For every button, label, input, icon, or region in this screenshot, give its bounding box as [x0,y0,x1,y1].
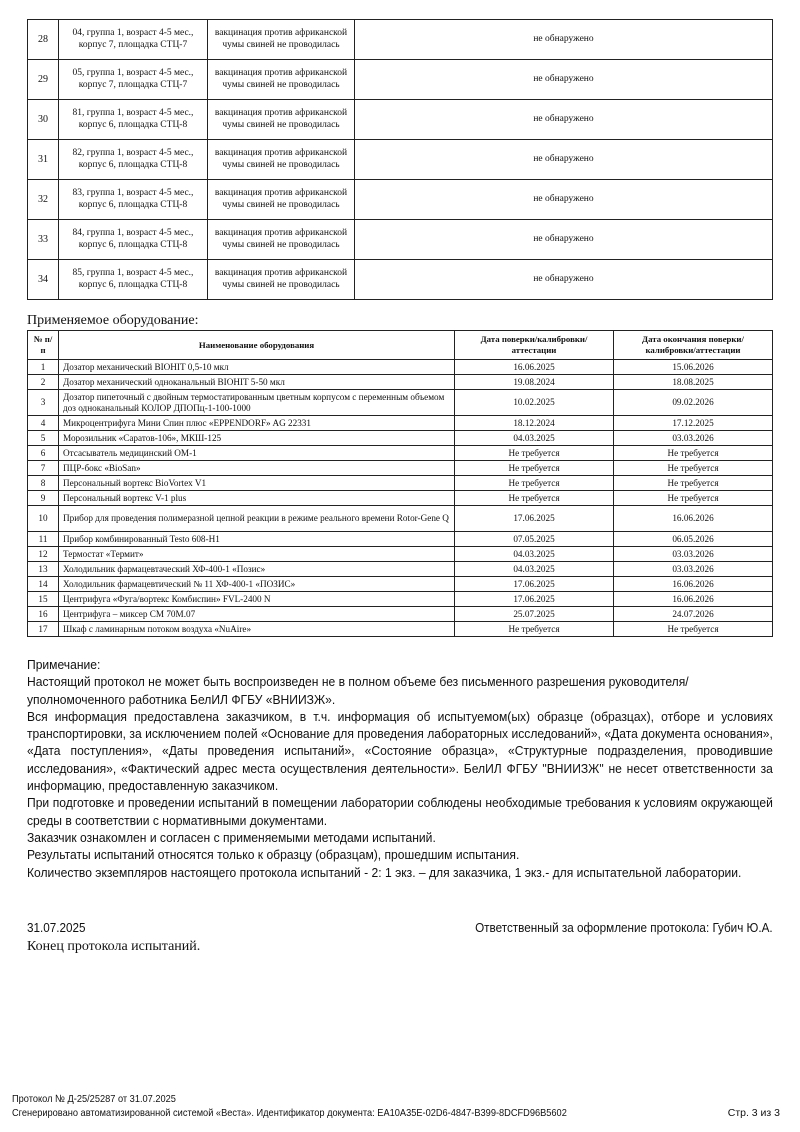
table-row [28,431,773,446]
note-paragraph: Количество экземпляров настоящего протокола испытаний - 2: 1 экз. – для заказчика, 1 экз.- для испытательной лаборатории. [27,864,742,880]
row-number: 30 [28,100,59,140]
vaccination-status: вакцинация против африканской чумы свиней не проводилась [208,60,355,100]
equipment-number: 14 [28,577,59,592]
expiry-date: Не требуется [614,622,773,637]
test-result: не обнаружено [355,140,773,180]
table-row [28,592,773,607]
header-name: Наименование оборудования [59,331,455,360]
expiry-date: 15.06.2026 [614,360,773,375]
equipment-name: Дозатор пипеточный с двойным термостатированным цветным корпусом с переменным объемом доз одноканальный КОЛОР ДПОПц-1-100-1000 [59,390,455,416]
equipment-name: Морозильник «Саратов-106», МКШ-125 [59,431,455,446]
equipment-name: Центрифуга – миксер СМ 70М.07 [59,607,455,622]
equipment-table [27,330,773,637]
equipment-number: 8 [28,476,59,491]
equipment-name: Термостат «Термит» [59,547,455,562]
equipment-name: Дозатор механический BIOHIT 0,5-10 мкл [59,360,455,375]
table-row [28,260,773,300]
expiry-date: 09.02.2026 [614,390,773,416]
equipment-name: Дозатор механический одноканальный BIOHIT 5-50 мкл [59,375,455,390]
equipment-number: 16 [28,607,59,622]
vaccination-status: вакцинация против африканской чумы свиней не проводилась [208,260,355,300]
sample-description: 05, группа 1, возраст 4-5 мес., корпус 7, площадка СТЦ-7 [59,60,208,100]
expiry-date: 06.05.2026 [614,532,773,547]
equipment-name: Шкаф с ламинарным потоком воздуха «NuAire» [59,622,455,637]
row-number: 28 [28,20,59,60]
vaccination-status: вакцинация против африканской чумы свиней не проводилась [208,180,355,220]
check-date: 04.03.2025 [455,547,614,562]
table-row [28,360,773,375]
row-number: 34 [28,260,59,300]
table-row [28,390,773,416]
equipment-number: 7 [28,461,59,476]
note-paragraph: При подготовке и проведении испытаний в помещении лаборатории соблюдены необходимые требования к условиям окружающей среды в соответствии с нормативными документами. [27,795,773,828]
notes-section [27,656,773,881]
equipment-number: 12 [28,547,59,562]
header-num: № п/п [28,331,59,360]
expiry-date: Не требуется [614,491,773,506]
table-row [28,220,773,260]
header-date-check: Дата поверки/калибровки/аттестации [455,331,614,360]
equipment-number: 4 [28,416,59,431]
equipment-number: 5 [28,431,59,446]
check-date: Не требуется [455,491,614,506]
equipment-number: 15 [28,592,59,607]
footer-protocol-number: Протокол № Д-25/25287 от 31.07.2025 [12,1093,176,1105]
test-result: не обнаружено [355,20,773,60]
row-number: 31 [28,140,59,180]
test-result: не обнаружено [355,100,773,140]
table-row [28,562,773,577]
vaccination-status: вакцинация против африканской чумы свиней не проводилась [208,100,355,140]
equipment-section-title: Применяемое оборудование: [27,313,199,328]
test-result: не обнаружено [355,180,773,220]
equipment-name: Отсасыватель медицинский ОМ-1 [59,446,455,461]
notes-title: Примечание: [27,657,101,672]
equipment-name: Персональный вортекс BioVortex V1 [59,476,455,491]
vaccination-status: вакцинация против африканской чумы свиней не проводилась [208,220,355,260]
check-date: 07.05.2025 [455,532,614,547]
table-row [28,577,773,592]
sample-description: 83, группа 1, возраст 4-5 мес., корпус 6, площадка СТЦ-8 [59,180,208,220]
test-result: не обнаружено [355,60,773,100]
check-date: Не требуется [455,446,614,461]
check-date: 18.12.2024 [455,416,614,431]
table-row [28,506,773,532]
table-row [28,180,773,220]
check-date: 25.07.2025 [455,607,614,622]
table-row [28,491,773,506]
table-row [28,532,773,547]
table-row [28,375,773,390]
expiry-date: 03.03.2026 [614,431,773,446]
footer-generated-info: Сгенерировано автоматизированной системой «Веста». Идентификатор документа: EA10A35E-02D6-4847-B399-8DCFD96B5602 [12,1107,567,1119]
end-of-protocol: Конец протокола испытаний. [27,939,201,954]
check-date: 16.06.2025 [455,360,614,375]
equipment-number: 13 [28,562,59,577]
sample-description: 81, группа 1, возраст 4-5 мес., корпус 6, площадка СТЦ-8 [59,100,208,140]
check-date: Не требуется [455,622,614,637]
check-date: 10.02.2025 [455,390,614,416]
note-paragraph: Вся информация предоставлена заказчиком, в т.ч. информация об испытуемом(ых) образце (образцах), отборе и условиях транспортировки, за исключением полей «Основание для проведения лабораторных исследований», «Дата документа основания», «Дата поступления», «Даты проведения испытаний», «Состояние образца», «Структурные подразделения, проводившие исследования», «Фактический адрес места осуществления деятельности». БелИЛ ФГБУ "ВНИИЗЖ" не несет ответственности за информацию, предоставленную заказчиком. [27,708,773,794]
responsible-person: Ответственный за оформление протокола: Губич Ю.А. [475,920,773,935]
sample-description: 84, группа 1, возраст 4-5 мес., корпус 6, площадка СТЦ-8 [59,220,208,260]
table-row [28,622,773,637]
table-row [28,20,773,60]
row-number: 32 [28,180,59,220]
sample-description: 82, группа 1, возраст 4-5 мес., корпус 6, площадка СТЦ-8 [59,140,208,180]
table-row [28,547,773,562]
row-number: 33 [28,220,59,260]
equipment-name: Микроцентрифуга Мини Спин плюс «EPPENDORF» AG 22331 [59,416,455,431]
equipment-number: 1 [28,360,59,375]
equipment-name: Холодильник фармацевтаческий ХФ-400-1 «Позис» [59,562,455,577]
footer-page-number: Стр. 3 из 3 [727,1107,780,1119]
equipment-number: 6 [28,446,59,461]
equipment-name: Центрифуга «Фуга/вортекс Комбиспин» FVL-2400 N [59,592,455,607]
equipment-name: ПЦР-бокс «BioSan» [59,461,455,476]
sample-description: 85, группа 1, возраст 4-5 мес., корпус 6, площадка СТЦ-8 [59,260,208,300]
row-number: 29 [28,60,59,100]
sample-description: 04, группа 1, возраст 4-5 мес., корпус 7, площадка СТЦ-7 [59,20,208,60]
expiry-date: 16.06.2026 [614,577,773,592]
check-date: 17.06.2025 [455,506,614,532]
equipment-name: Прибор для проведения полимеразной цепной реакции в режиме реального времени Rotor-Gene Q [59,506,455,532]
test-result: не обнаружено [355,260,773,300]
table-row [28,60,773,100]
vaccination-status: вакцинация против африканской чумы свиней не проводилась [208,140,355,180]
expiry-date: Не требуется [614,461,773,476]
equipment-name: Прибор комбинированный Testo 608-H1 [59,532,455,547]
expiry-date: 18.08.2025 [614,375,773,390]
check-date: 17.06.2025 [455,592,614,607]
vaccination-status: вакцинация против африканской чумы свиней не проводилась [208,20,355,60]
table-row [28,461,773,476]
equipment-number: 10 [28,506,59,532]
equipment-name: Холодильник фармацевтический № 11 ХФ-400-1 «ПОЗИС» [59,577,455,592]
table-row [28,140,773,180]
equipment-name: Персональный вортекс V-1 plus [59,491,455,506]
test-result: не обнаружено [355,220,773,260]
check-date: Не требуется [455,476,614,491]
check-date: 19.08.2024 [455,375,614,390]
expiry-date: 24.07.2026 [614,607,773,622]
equipment-number: 9 [28,491,59,506]
expiry-date: 03.03.2026 [614,547,773,562]
table-row [28,607,773,622]
expiry-date: Не требуется [614,476,773,491]
expiry-date: 03.03.2026 [614,562,773,577]
equipment-number: 11 [28,532,59,547]
table-row [28,476,773,491]
note-paragraph: Заказчик ознакомлен и согласен с применяемыми методами испытаний. [27,829,436,845]
expiry-date: 16.06.2026 [614,592,773,607]
equipment-number: 2 [28,375,59,390]
results-table [27,19,773,300]
signature-date: 31.07.2025 [27,920,86,935]
check-date: Не требуется [455,461,614,476]
equipment-number: 3 [28,390,59,416]
expiry-date: 17.12.2025 [614,416,773,431]
expiry-date: 16.06.2026 [614,506,773,532]
check-date: 04.03.2025 [455,562,614,577]
header-date-end: Дата окончания поверки/калибровки/аттестации [614,331,773,360]
note-paragraph: Результаты испытаний относятся только к образцу (образцам), прошедшим испытания. [27,847,520,863]
note-paragraph: Настоящий протокол не может быть воспроизведен не в полном объеме без письменного разрешения руководителя/уполномоченного работника БелИЛ ФГБУ «ВНИИЗЖ». [27,674,689,707]
expiry-date: Не требуется [614,446,773,461]
table-row [28,416,773,431]
table-row [28,446,773,461]
check-date: 04.03.2025 [455,431,614,446]
table-row [28,100,773,140]
equipment-number: 17 [28,622,59,637]
check-date: 17.06.2025 [455,577,614,592]
